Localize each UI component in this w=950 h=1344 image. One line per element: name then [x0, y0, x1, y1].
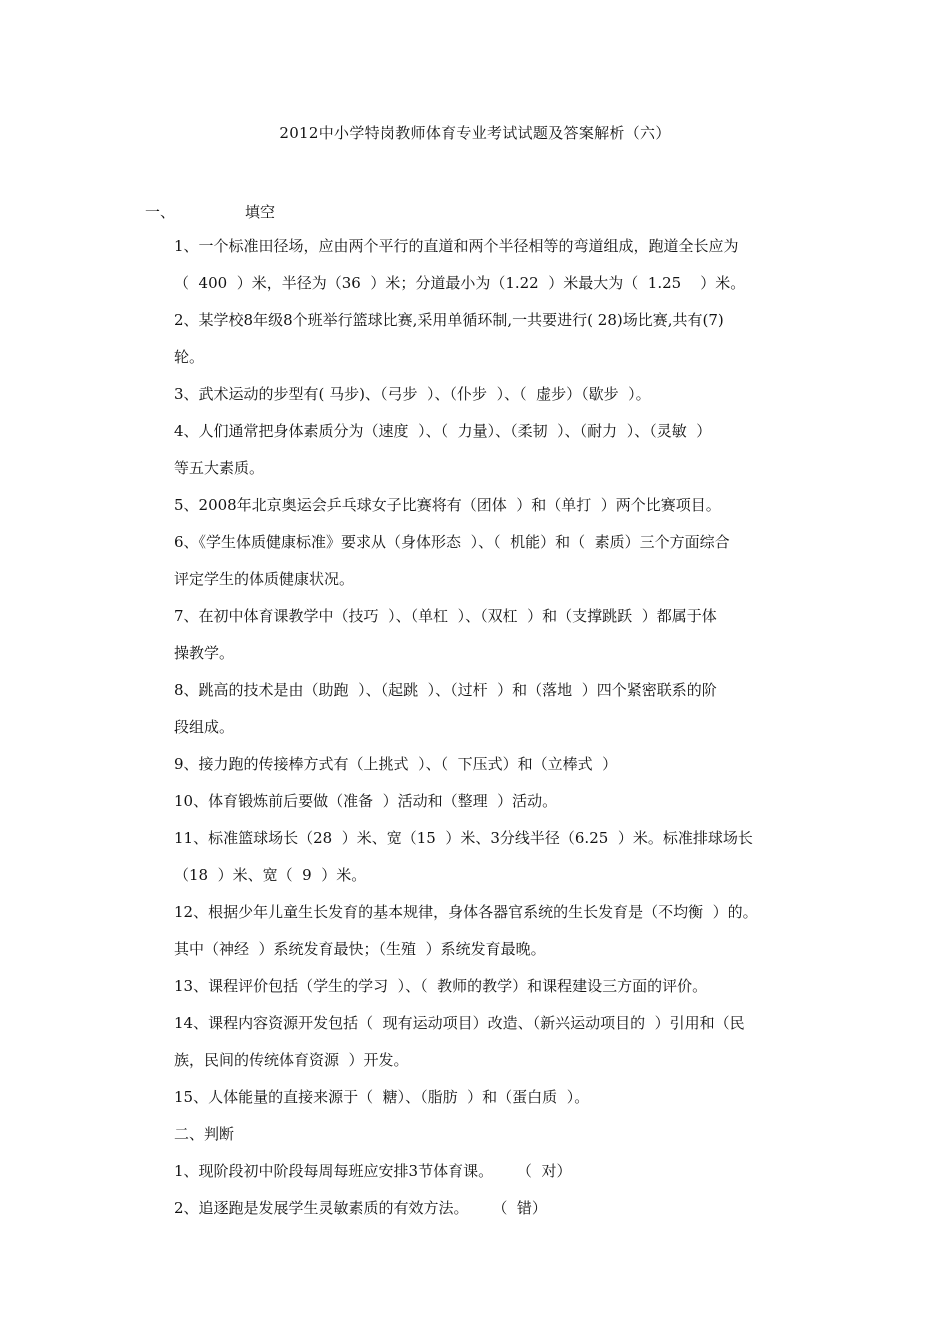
- section-1-number: 一、: [145, 203, 176, 221]
- text-line: 2、追逐跑是发展学生灵敏素质的有效方法。 （ 错）: [174, 1199, 547, 1217]
- text-line: 其中（神经 ）系统发育最快；（生殖 ）系统发育最晚。: [174, 940, 546, 958]
- text-line: 11、标准篮球场长（28 ）米、宽（15 ）米、3分线半径（6.25 ）米。标准排球场长: [174, 829, 753, 847]
- text-line: 1、现阶段初中阶段每周每班应安排3节体育课。 （ 对）: [174, 1162, 572, 1180]
- document-title: 2012中小学特岗教师体育专业考试试题及答案解析（六）: [279, 124, 671, 142]
- text-line: （18 ）米、宽（ 9 ）米。: [174, 866, 367, 884]
- document-body: [174, 233, 814, 1232]
- text-line: 9、接力跑的传接棒方式有（上挑式 ）、（ 下压式）和（立棒式 ）: [174, 755, 618, 773]
- text-line: 7、在初中体育课教学中（技巧 ）、（单杠 ）、（双杠 ）和（支撑跳跃 ）都属于体: [174, 607, 717, 625]
- text-line: 10、体育锻炼前后要做（准备 ）活动和（整理 ）活动。: [174, 792, 558, 810]
- section-2-heading: 二、判断: [174, 1125, 235, 1143]
- text-line: 4、人们通常把身体素质分为（速度 ）、（ 力量）、（柔韧 ）、（耐力 ）、（灵敏 ）: [174, 422, 712, 440]
- text-line: 5、2008年北京奥运会乒乓球女子比赛将有（团体 ）和（单打 ）两个比赛项目。: [174, 496, 721, 514]
- text-line: 6、《学生体质健康标准》要求从（身体形态 ）、（ 机能）和（ 素质）三个方面综合: [174, 533, 730, 551]
- text-line: 13、课程评价包括（学生的学习 ）、（ 教师的教学）和课程建设三方面的评价。: [174, 977, 708, 995]
- text-line: 轮。: [174, 348, 205, 366]
- text-line: 15、人体能量的直接来源于（ 糖）、（脂肪 ）和（蛋白质 ）。: [174, 1088, 590, 1106]
- text-line: 14、课程内容资源开发包括（ 现有运动项目）改造、（新兴运动项目的 ）引用和（民: [174, 1014, 745, 1032]
- text-line: 族，民间的传统体育资源 ）开发。: [174, 1051, 409, 1069]
- text-line: 12、根据少年儿童生长发育的基本规律，身体各器官系统的生长发育是（不均衡 ）的。: [174, 903, 758, 921]
- text-line: 段组成。: [174, 718, 235, 736]
- text-line: 评定学生的体质健康状况。: [174, 570, 355, 588]
- text-line: 3、武术运动的步型有( 马步)、（弓步 ）、（仆步 ）、（ 虚步）（歇步 ）。: [174, 385, 651, 403]
- text-line: 1、一个标准田径场，应由两个平行的直道和两个半径相等的弯道组成，跑道全长应为: [174, 237, 739, 255]
- text-line: 等五大素质。: [174, 459, 265, 477]
- text-line: （ 400 ）米，半径为（36 ）米；分道最小为（1.22 ）米最大为（ 1.25 ）米。: [174, 274, 746, 292]
- text-line: 8、跳高的技术是由（助跑 ）、（起跳 ）、（过杆 ）和（落地 ）四个紧密联系的阶: [174, 681, 717, 699]
- text-line: 2、某学校8年级8个班举行篮球比赛,采用单循环制,一共要进行( 28)场比赛,共有(7): [174, 311, 724, 329]
- section-1-heading: [145, 201, 275, 222]
- text-line: 操教学。: [174, 644, 235, 662]
- section-1-title: 填空: [245, 203, 276, 221]
